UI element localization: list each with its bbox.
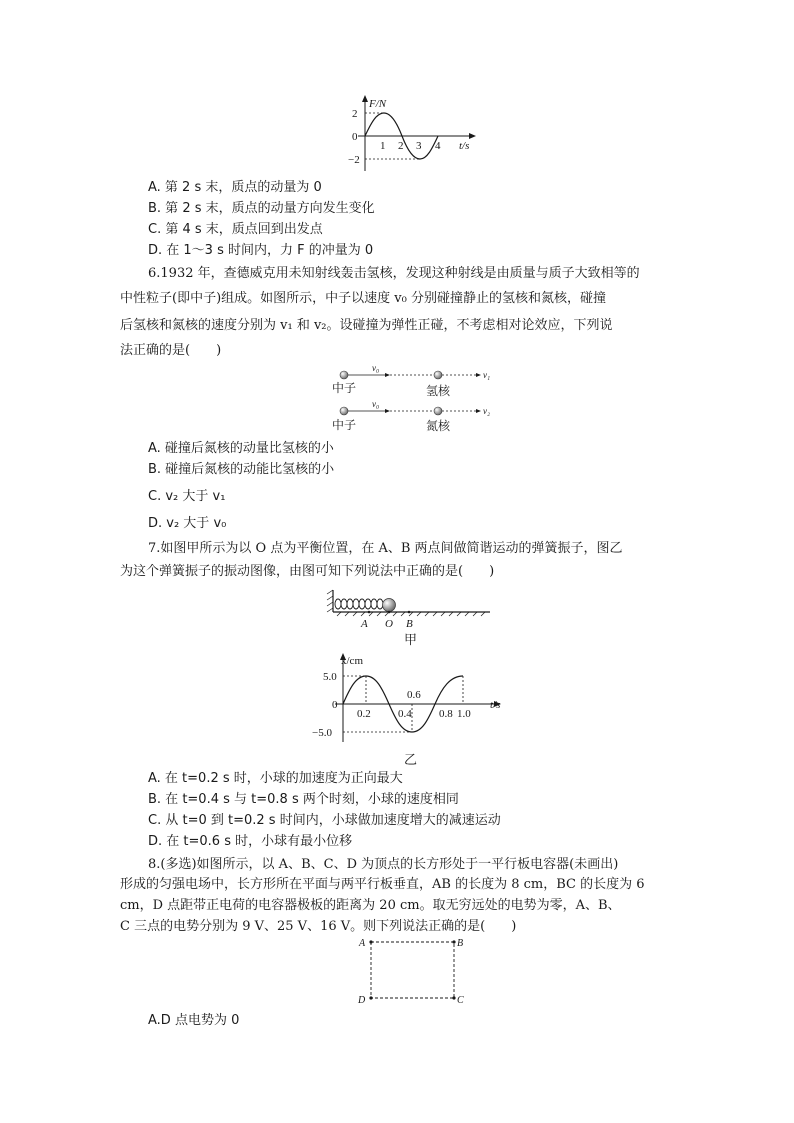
neutron-label-2: 中子	[332, 418, 357, 432]
y-axis-arrow	[362, 95, 368, 102]
tick-y-0: 0	[332, 699, 338, 711]
q7-option-d: D. 在 t=0.6 s 时，小球有最小位移	[148, 834, 353, 849]
tick-x-0.4: 0.4	[398, 708, 412, 720]
q8-option-a: A.D 点电势为 0	[148, 1013, 240, 1028]
x-axis-label: t/s	[459, 140, 470, 152]
q6-stem-line-3: 后氢核和氮核的速度分别为 v₁ 和 v₂。设碰撞为弹性正碰，不考虑相对论效应，下列说	[120, 318, 613, 333]
tick-y-5: 5.0	[323, 671, 337, 683]
tick-y-2: 2	[352, 108, 358, 120]
displacement-time-graph	[310, 650, 510, 768]
vertex-c-label: C	[457, 995, 464, 1006]
q7-stem-line-2: 为这个弹簧振子的振动图像，由图可知下列说法中正确的是( )	[120, 564, 495, 579]
tick-x-4: 4	[435, 140, 441, 152]
q7-option-b: B. 在 t=0.4 s 与 t=0.8 s 两个时刻，小球的速度相同	[148, 792, 459, 807]
q5-option-a: A. 第 2 s 末，质点的动量为 0	[148, 180, 322, 195]
point-b-label: B	[406, 618, 413, 630]
q8-stem-line-3: cm，D 点距带正电荷的电容器极板的距离为 20 cm。取无穷远处的电势为零，A、B、	[120, 898, 621, 913]
v2-label: v₂	[483, 406, 491, 416]
q6-option-c: C. v₂ 大于 v₁	[148, 489, 226, 504]
nitrogen-label: 氮核	[426, 419, 451, 433]
neutron-collision-figure	[330, 363, 510, 435]
q6-stem-line-2: 中性粒子(即中子)组成。如图所示，中子以速度 v₀ 分别碰撞静止的氢核和氮核，碰撞	[120, 291, 606, 306]
v0-label-1: v₀	[372, 363, 380, 373]
figure-yi-caption: 乙	[404, 752, 418, 767]
q8-stem-line-4: C 三点的电势分别为 9 V、25 V、16 V。则下列说法正确的是( )	[120, 919, 517, 934]
rectangle-abcd-figure	[355, 935, 475, 1007]
q6-stem-line-1: 6.1932 年，查德威克用未知射线轰击氢核，发现这种射线是由质量与质子大致相等的	[148, 266, 640, 281]
dashed-rectangle	[371, 942, 454, 998]
q6-option-a: A. 碰撞后氮核的动量比氢核的小	[148, 441, 334, 456]
y-axis-label: x/cm	[341, 655, 363, 667]
point-o-label: O	[385, 618, 393, 630]
spring-oscillator-figure	[325, 588, 495, 648]
q5-option-c: C. 第 4 s 末，质点回到出发点	[148, 222, 323, 237]
tick-x-1: 1	[380, 140, 386, 152]
q7-option-c: C. 从 t=0 到 t=0.2 s 时间内，小球做加速度增大的减速运动	[148, 813, 501, 828]
q5-option-d: D. 在 1～3 s 时间内，力 F 的冲量为 0	[148, 243, 374, 258]
tick-x-3: 3	[416, 140, 422, 152]
x-axis-arrow	[469, 133, 476, 139]
spring	[335, 599, 383, 609]
neutron-ball-1	[340, 371, 348, 379]
vertex-b-label: B	[457, 938, 464, 949]
tick-x-2: 2	[398, 140, 404, 152]
q7-option-a: A. 在 t=0.2 s 时，小球的加速度为正向最大	[148, 771, 403, 786]
q8-stem-line-2: 形成的匀强电场中，长方形所在平面与两平行板垂直，AB 的长度为 8 cm，BC 的长度为 6	[120, 877, 645, 892]
tick-x-1.0: 1.0	[457, 708, 471, 720]
neutron-ball-2	[340, 407, 348, 415]
vertex-a-label: A	[359, 938, 366, 949]
oscillator-ball	[383, 599, 396, 612]
q6-option-d: D. v₂ 大于 v₀	[148, 516, 227, 531]
point-a-label: A	[361, 618, 368, 630]
x-axis-label: t/s	[490, 699, 501, 711]
hydrogen-label: 氢核	[426, 384, 451, 398]
q6-option-b: B. 碰撞后氮核的动能比氢核的小	[148, 462, 335, 477]
neutron-label-1: 中子	[332, 381, 357, 395]
figure-jia-caption: 甲	[404, 632, 418, 647]
tick-y-0: 0	[352, 131, 358, 143]
nitrogen-ball	[434, 407, 442, 415]
tick-y-neg5: −5.0	[312, 727, 332, 739]
vertex-d-label: D	[358, 995, 366, 1006]
tick-x-0.6: 0.6	[407, 689, 421, 701]
v1-label: v₁	[483, 370, 491, 380]
hydrogen-ball	[434, 371, 442, 379]
tick-x-0.2: 0.2	[357, 708, 371, 720]
y-axis-label: F/N	[369, 98, 387, 110]
tick-y-neg2: −2	[348, 154, 360, 166]
q7-stem-line-1: 7.如图甲所示为以 O 点为平衡位置，在 A、B 两点间做简谐运动的弹簧振子，图乙	[148, 541, 623, 556]
tick-x-0.8: 0.8	[439, 708, 453, 720]
v0-label-2: v₀	[372, 399, 380, 409]
q6-stem-line-4: 法正确的是( )	[120, 343, 222, 358]
q8-stem-line-1: 8.(多选)如图所示，以 A、B、C、D 为顶点的长方形处于一平行板电容器(未画出)	[148, 857, 619, 872]
q5-option-b: B. 第 2 s 末，质点的动量方向发生变化	[148, 201, 375, 216]
force-time-graph	[340, 96, 480, 176]
